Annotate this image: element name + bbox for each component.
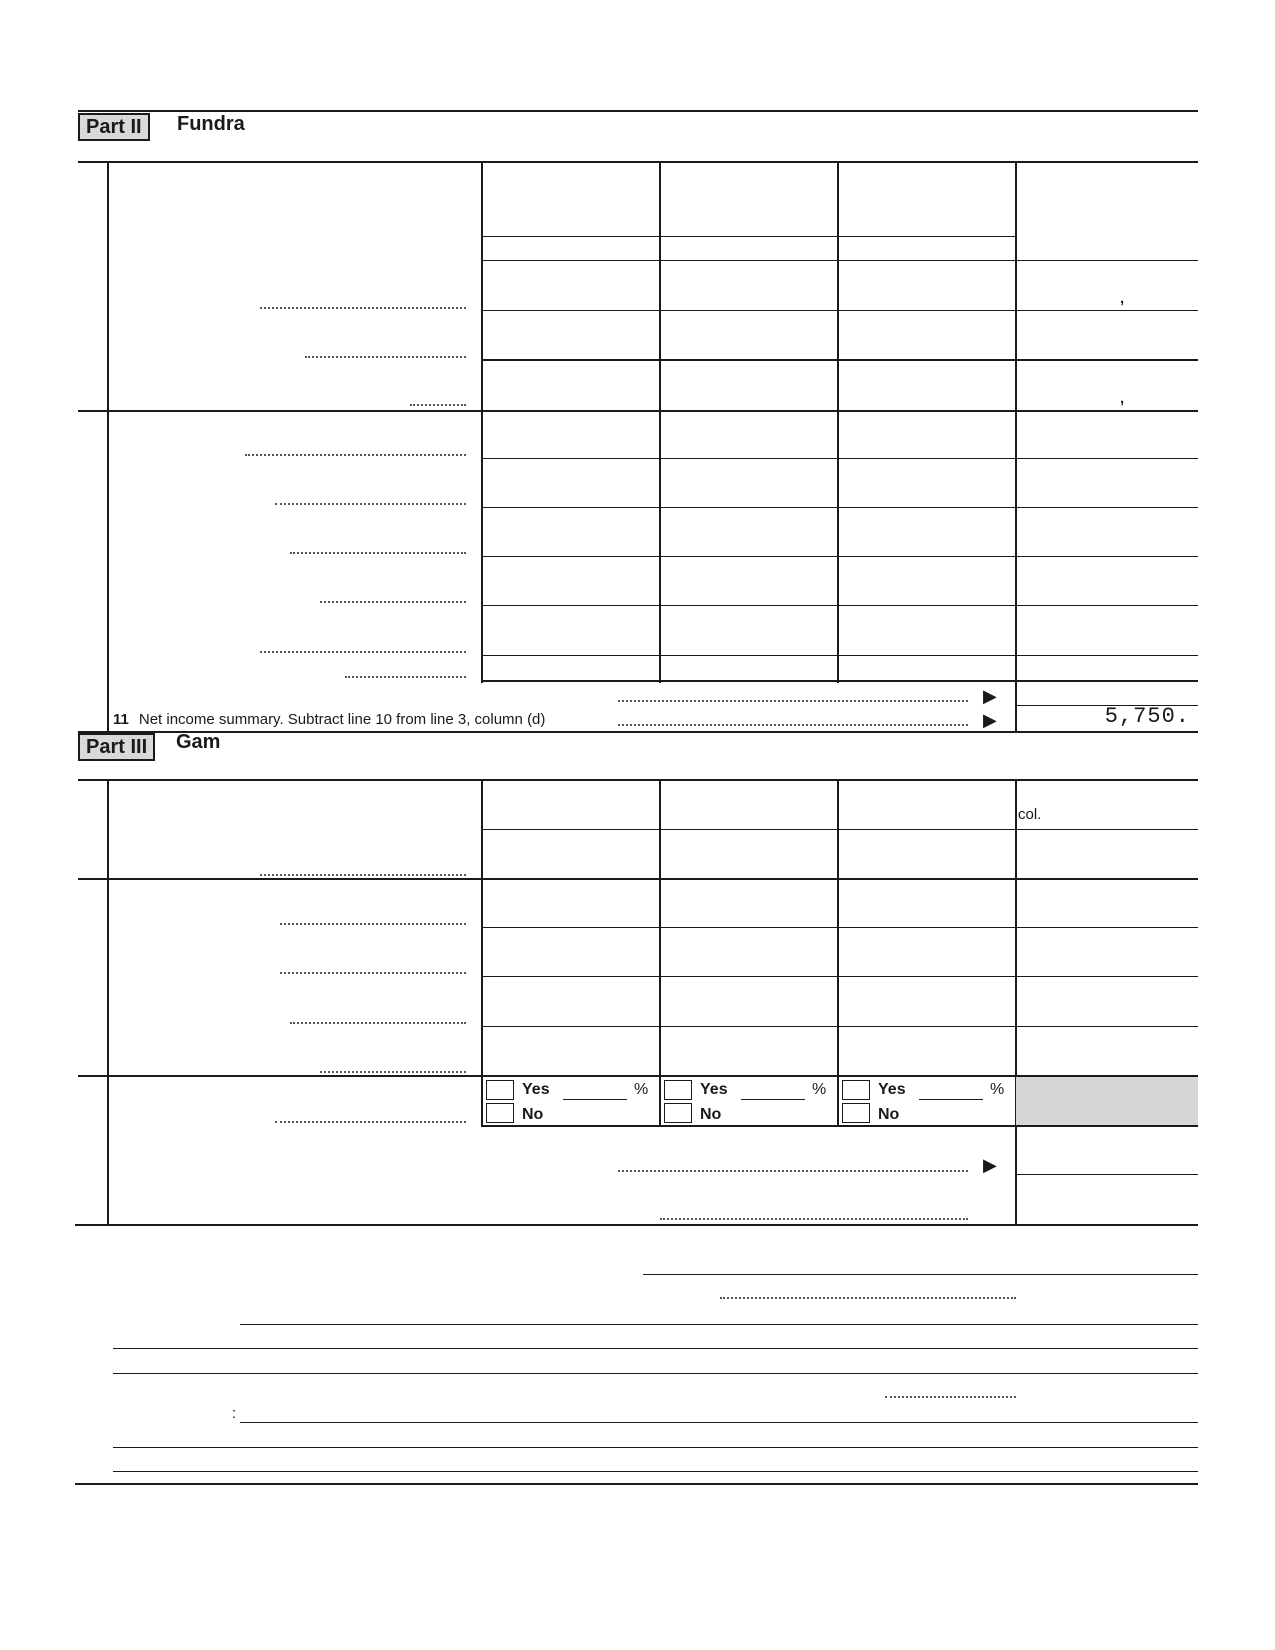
part3-header-row — [481, 829, 1198, 830]
line11-text: Net income summary. Subtract line 10 from line 3, column (d) — [138, 711, 546, 728]
part2-row-line — [481, 556, 1198, 557]
part3-row-line — [481, 976, 1198, 977]
line11-value: 5,750. — [1104, 704, 1190, 729]
yes-checkbox[interactable] — [486, 1080, 514, 1100]
percent-sign: % — [990, 1081, 1005, 1098]
part3-table-top — [78, 779, 1198, 781]
part2-badge: Part II — [78, 113, 150, 141]
no-label: No — [522, 1106, 544, 1123]
part2-header-row2 — [481, 260, 1198, 261]
amount-mark: , — [1120, 290, 1125, 307]
signature-line[interactable] — [643, 1274, 1198, 1275]
yes-checkbox[interactable] — [664, 1080, 692, 1100]
dot-leader — [720, 1297, 1016, 1299]
part2-row-line — [481, 680, 1198, 682]
percent-field[interactable] — [741, 1099, 805, 1100]
arrow-icon: ▶ — [983, 686, 997, 706]
entry-line[interactable] — [113, 1348, 1198, 1349]
part2-row-line — [481, 458, 1198, 459]
yes-label: Yes — [878, 1081, 906, 1098]
dot-leader — [280, 923, 466, 925]
dot-leader — [245, 454, 466, 456]
dot-leader — [275, 503, 466, 505]
part3-col-d-border — [1015, 779, 1017, 1225]
dot-leader — [260, 651, 466, 653]
part3-row-line — [481, 1125, 1198, 1127]
part3-col-note: col. — [1018, 806, 1042, 823]
part2-row-line — [481, 605, 1198, 606]
no-label: No — [700, 1106, 722, 1123]
shaded-cell — [1016, 1077, 1198, 1125]
entry-line[interactable] — [113, 1447, 1198, 1448]
dot-leader — [618, 724, 968, 726]
yes-label: Yes — [700, 1081, 728, 1098]
part2-left-border — [107, 161, 109, 732]
dot-leader — [660, 1218, 968, 1220]
part3-row-line — [481, 1026, 1198, 1027]
dot-leader — [618, 700, 968, 702]
no-checkbox[interactable] — [486, 1103, 514, 1123]
dot-leader — [280, 972, 466, 974]
part2-row-line — [481, 507, 1198, 508]
dot-leader — [275, 1121, 466, 1123]
amount-mark: , — [1120, 390, 1125, 407]
no-label: No — [878, 1106, 900, 1123]
entry-line[interactable] — [240, 1324, 1198, 1325]
part2-row-line — [481, 359, 1198, 361]
arrow-icon: ▶ — [983, 1155, 997, 1175]
dot-leader — [305, 356, 466, 358]
no-checkbox[interactable] — [664, 1103, 692, 1123]
percent-field[interactable] — [563, 1099, 627, 1100]
dot-leader — [290, 552, 466, 554]
dot-leader — [320, 601, 466, 603]
part3-row-line — [1015, 1174, 1198, 1175]
page-bottom-rule — [75, 1483, 1198, 1485]
colon-mark: : — [232, 1405, 237, 1422]
part3-section-divider — [78, 878, 1198, 880]
dot-leader — [260, 307, 466, 309]
part3-title: Gam — [176, 731, 221, 753]
dot-leader — [290, 1022, 466, 1024]
yes-label: Yes — [522, 1081, 550, 1098]
dot-leader — [345, 676, 466, 678]
arrow-icon: ▶ — [983, 710, 997, 730]
part2-title: Fundra — [177, 113, 245, 135]
percent-sign: % — [634, 1081, 649, 1098]
part2-top-rule — [78, 110, 1198, 112]
dot-leader — [410, 404, 466, 406]
dot-leader — [885, 1396, 1016, 1398]
part3-badge: Part III — [78, 733, 155, 761]
part2-section-divider — [78, 410, 1198, 412]
percent-sign: % — [812, 1081, 827, 1098]
entry-line[interactable] — [113, 1373, 1198, 1374]
dot-leader — [320, 1071, 466, 1073]
part2-row-line — [481, 310, 1198, 311]
part3-left-border — [107, 779, 109, 1225]
part2-col-d-border — [1015, 161, 1017, 732]
part2-header-subrule — [481, 236, 1017, 237]
dot-leader — [618, 1170, 968, 1172]
part3-bottom-rule — [75, 1224, 1198, 1226]
part3-row-line — [481, 927, 1198, 928]
entry-line[interactable] — [240, 1422, 1198, 1423]
part2-bottom-rule — [78, 731, 1198, 733]
percent-field[interactable] — [919, 1099, 983, 1100]
entry-line[interactable] — [113, 1471, 1198, 1472]
part2-row-line — [481, 655, 1198, 656]
line11-number: 11 — [113, 711, 129, 728]
yes-checkbox[interactable] — [842, 1080, 870, 1100]
line11-label — [113, 711, 545, 728]
no-checkbox[interactable] — [842, 1103, 870, 1123]
dot-leader — [260, 874, 466, 876]
part2-table-top — [78, 161, 1198, 163]
